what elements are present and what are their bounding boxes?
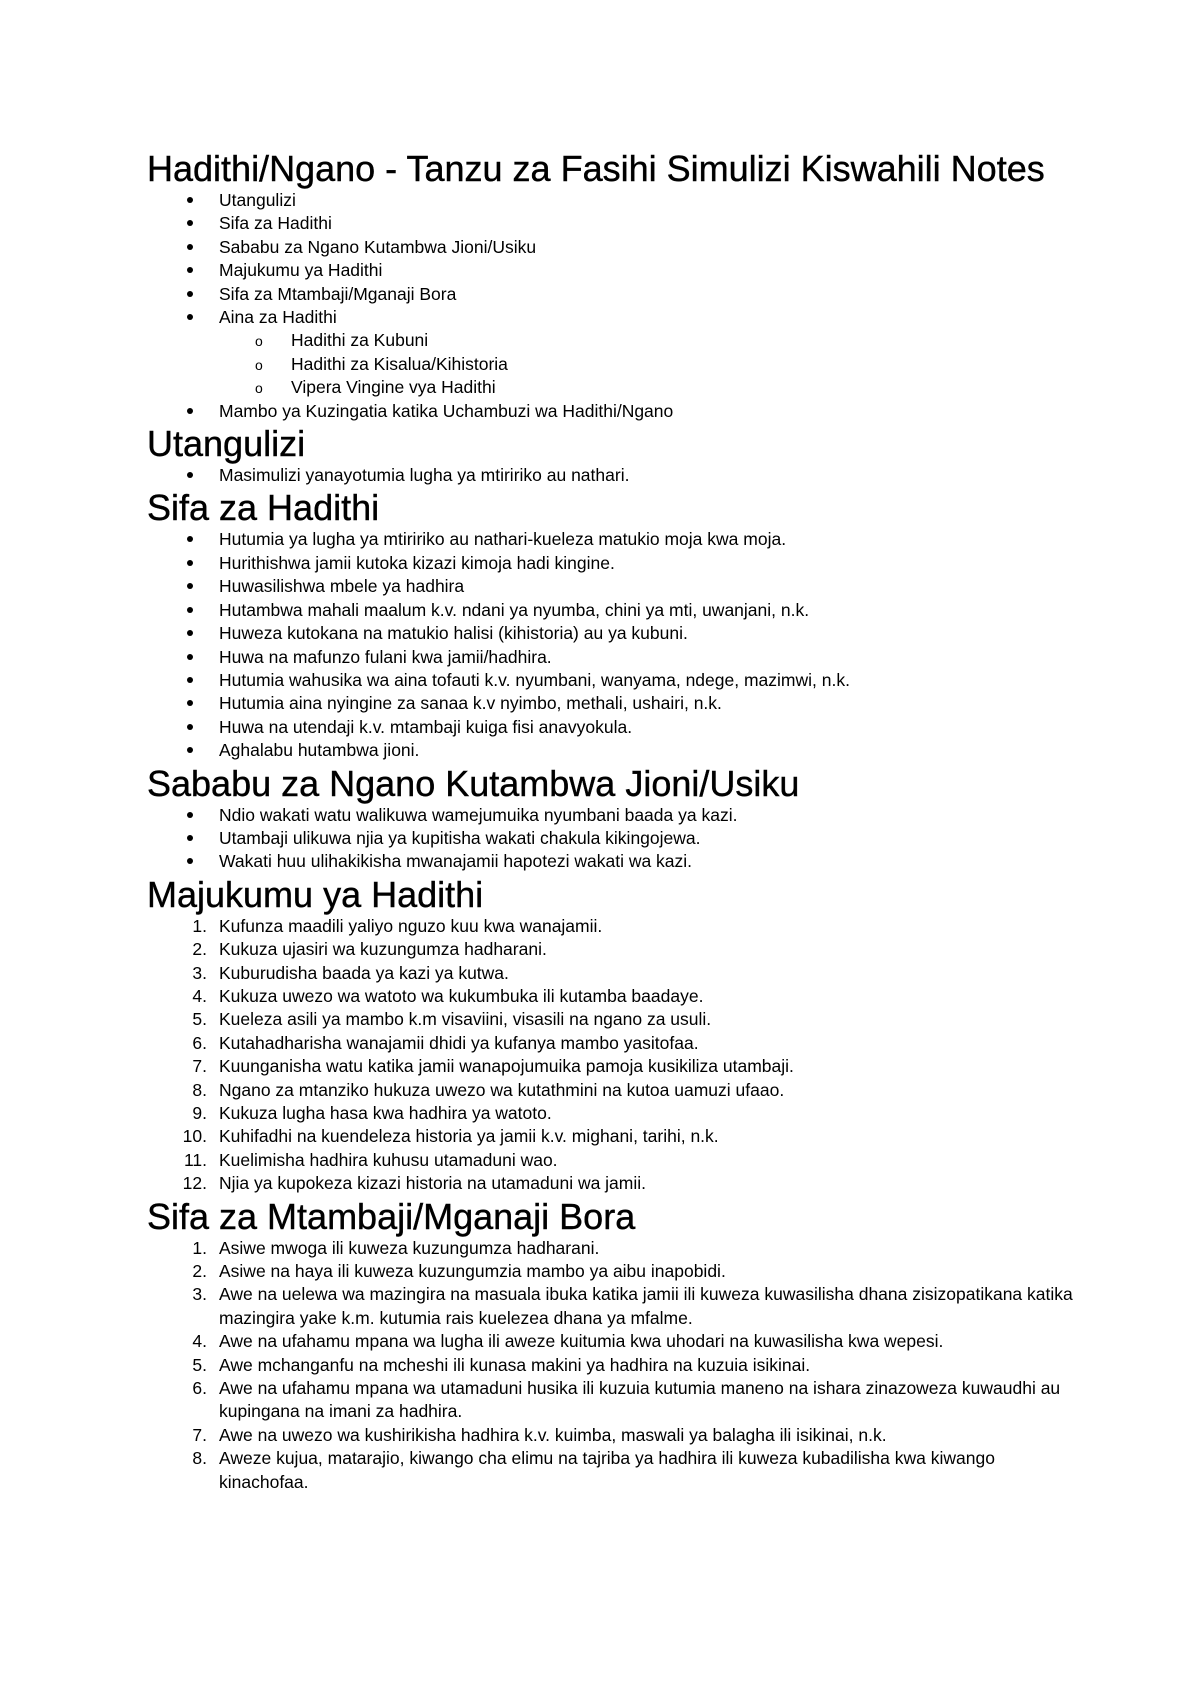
list-text: Awe na ufahamu mpana wa lugha ili aweze kuitumia kwa uhodari na kuwasilisha kwa wepesi. xyxy=(219,1331,944,1352)
list-item: Hutumia ya lugha ya mtiririko au nathari-kueleza matukio moja kwa moja. xyxy=(147,528,1077,551)
list-text: Awe na uelewa wa mazingira na masuala ibuka katika jamii ili kuweza kuwasilisha dhana zisizopatikana katika mazingira yake k.m. kutumia rais kuelezea dhana ya mfalme. xyxy=(219,1284,1073,1328)
list-text: Asiwe mwoga ili kuweza kuzungumza hadharani. xyxy=(219,1237,600,1258)
list-item xyxy=(147,1149,1077,1172)
toc-sub-list xyxy=(147,329,1077,399)
section-heading-utangulizi: Utangulizi xyxy=(147,423,306,465)
list-text: Kukuza uwezo wa watoto wa kukumbuka ili kutamba baadaye. xyxy=(219,985,704,1006)
section-heading-sifa: Sifa za Hadithi xyxy=(147,487,380,529)
list-item xyxy=(147,1008,1077,1031)
section-heading-mtambaji: Sifa za Mtambaji/Mganaji Bora xyxy=(147,1195,636,1237)
list-number: 3. xyxy=(192,962,207,983)
toc-item: Utangulizi xyxy=(147,189,1077,212)
list-item: Huweza kutokana na matukio halisi (kihistoria) au ya kubuni. xyxy=(147,622,1077,645)
list-text: Aweze kujua, matarajio, kiwango cha elimu na tajriba ya hadhira ili kuweza kubadilisha kwa kiwango kinachofaa. xyxy=(219,1448,995,1492)
list-number: 7. xyxy=(192,1424,207,1445)
list-number: 8. xyxy=(192,1079,207,1100)
list-number: 7. xyxy=(192,1056,207,1077)
list-item: Hurithishwa jamii kutoka kizazi kimoja hadi kingine. xyxy=(147,552,1077,575)
document-page xyxy=(147,148,1077,1494)
list-number: 6. xyxy=(192,1378,207,1399)
list-item: Hutambwa mahali maalum k.v. ndani ya nyumba, chini ya mti, uwanjani, n.k. xyxy=(147,599,1077,622)
sifa-list xyxy=(147,528,1077,762)
toc-item: Sifa za Hadithi xyxy=(147,212,1077,235)
list-text: Awe na uwezo wa kushirikisha hadhira k.v. kuimba, maswali ya balagha ili isikinai, n.k. xyxy=(219,1424,887,1445)
majukumu-list xyxy=(147,915,1077,1196)
list-text: Kutahadharisha wanajamii dhidi ya kufanya mambo yasitofaa. xyxy=(219,1032,699,1053)
sababu-list xyxy=(147,804,1077,874)
list-item xyxy=(147,1102,1077,1125)
list-item xyxy=(147,1032,1077,1055)
list-text: Kuhifadhi na kuendeleza historia ya jamii k.v. mighani, tarihi, n.k. xyxy=(219,1126,719,1147)
list-item xyxy=(147,1330,1077,1353)
list-text: Kuburudisha baada ya kazi ya kutwa. xyxy=(219,962,509,983)
list-item xyxy=(147,938,1077,961)
list-item xyxy=(147,1283,1077,1330)
list-number: 3. xyxy=(192,1284,207,1305)
list-number: 12. xyxy=(182,1173,207,1194)
list-text: Asiwe na haya ili kuweza kuzungumzia mambo ya aibu inapobidi. xyxy=(219,1261,726,1282)
list-item xyxy=(147,1172,1077,1195)
list-text: Kukuza lugha hasa kwa hadhira ya watoto. xyxy=(219,1103,552,1123)
list-item: Huwasilishwa mbele ya hadhira xyxy=(147,575,1077,598)
list-number: 4. xyxy=(192,1331,207,1352)
toc-item: Majukumu ya Hadithi xyxy=(147,259,1077,282)
list-text: Kuunganisha watu katika jamii wanapojumuika pamoja kusikiliza utambaji. xyxy=(219,1056,794,1077)
toc-sub-item: o Vipera Vingine vya Hadithi xyxy=(147,376,1077,399)
list-number: 8. xyxy=(192,1448,207,1469)
list-text: Awe mchanganfu na mcheshi ili kunasa makini ya hadhira na kuzuia isikinai. xyxy=(219,1354,811,1375)
list-item: Hutumia aina nyingine za sanaa k.v nyimbo, methali, ushairi, n.k. xyxy=(147,692,1077,715)
list-item: Hutumia wahusika wa aina tofauti k.v. nyumbani, wanyama, ndege, mazimwi, n.k. xyxy=(147,669,1077,692)
list-text: Kufunza maadili yaliyo nguzo kuu kwa wanajamii. xyxy=(219,915,603,936)
list-number: 11. xyxy=(183,1149,207,1170)
list-text: Awe na ufahamu mpana wa utamaduni husika ili kuzuia kutumia maneno na ishara zinazoweza kuwaudhi au kupingana na imani za hadhira. xyxy=(219,1378,1061,1422)
list-item xyxy=(147,1237,1077,1260)
list-number: 10. xyxy=(182,1126,207,1147)
list-number: 5. xyxy=(192,1354,207,1375)
section-heading-majukumu: Majukumu ya Hadithi xyxy=(147,873,484,915)
list-text: Njia ya kupokeza kizazi historia na utamaduni wa jamii. xyxy=(219,1173,647,1194)
list-item xyxy=(147,985,1077,1008)
list-text: Kuelimisha hadhira kuhusu utamaduni wao. xyxy=(219,1149,558,1170)
list-item xyxy=(147,1424,1077,1447)
toc-sub-item: o Hadithi za Kisalua/Kihistoria xyxy=(147,353,1077,376)
list-item xyxy=(147,1055,1077,1078)
section-heading-sababu: Sababu za Ngano Kutambwa Jioni/Usiku xyxy=(147,762,800,804)
mtambaji-list xyxy=(147,1237,1077,1494)
list-item: Huwa na mafunzo fulani kwa jamii/hadhira. xyxy=(147,646,1077,669)
list-number: 1. xyxy=(192,915,207,936)
list-item xyxy=(147,1377,1077,1424)
list-item xyxy=(147,1260,1077,1283)
toc-item: Sifa za Mtambaji/Mganaji Bora xyxy=(147,283,1077,306)
list-item xyxy=(147,915,1077,938)
list-item xyxy=(147,1079,1077,1102)
list-item: Ndio wakati watu walikuwa wamejumuika nyumbani baada ya kazi. xyxy=(147,804,1077,827)
list-item: Huwa na utendaji k.v. mtambaji kuiga fisi anavyokula. xyxy=(147,716,1077,739)
list-number: 9. xyxy=(192,1103,207,1123)
toc-item: Mambo ya Kuzingatia katika Uchambuzi wa Hadithi/Ngano xyxy=(147,400,1077,423)
list-item: Utambaji ulikuwa njia ya kupitisha wakati chakula kikingojewa. xyxy=(147,827,1077,850)
list-number: 6. xyxy=(192,1032,207,1053)
list-item xyxy=(147,962,1077,985)
list-text: Kukuza ujasiri wa kuzungumza hadharani. xyxy=(219,939,547,960)
list-number: 2. xyxy=(192,1261,207,1282)
list-text: Kueleza asili ya mambo k.m visaviini, visasili na ngano za usuli. xyxy=(219,1009,712,1030)
toc-sub-item: o Hadithi za Kubuni xyxy=(147,329,1077,352)
utangulizi-list xyxy=(147,464,1077,487)
list-item xyxy=(147,1125,1077,1148)
toc-list xyxy=(147,189,1077,329)
toc-item: Aina za Hadithi xyxy=(147,306,1077,329)
list-number: 1. xyxy=(192,1237,207,1258)
list-number: 5. xyxy=(192,1009,207,1030)
list-text: Ngano za mtanziko hukuza uwezo wa kutathmini na kutoa uamuzi ufaao. xyxy=(219,1079,785,1100)
toc-item: Sababu za Ngano Kutambwa Jioni/Usiku xyxy=(147,236,1077,259)
document-title: Hadithi/Ngano - Tanzu za Fasihi Simulizi Kiswahili Notes xyxy=(147,148,1045,189)
list-item xyxy=(147,1447,1077,1494)
list-number: 2. xyxy=(192,939,207,960)
list-item: Wakati huu ulihakikisha mwanajamii hapotezi wakati wa kazi. xyxy=(147,850,1077,873)
list-item: Aghalabu hutambwa jioni. xyxy=(147,739,1077,762)
list-number: 4. xyxy=(192,985,207,1006)
list-item xyxy=(147,1354,1077,1377)
toc-list-end xyxy=(147,400,1077,423)
list-item: Masimulizi yanayotumia lugha ya mtiririko au nathari. xyxy=(147,464,1077,487)
